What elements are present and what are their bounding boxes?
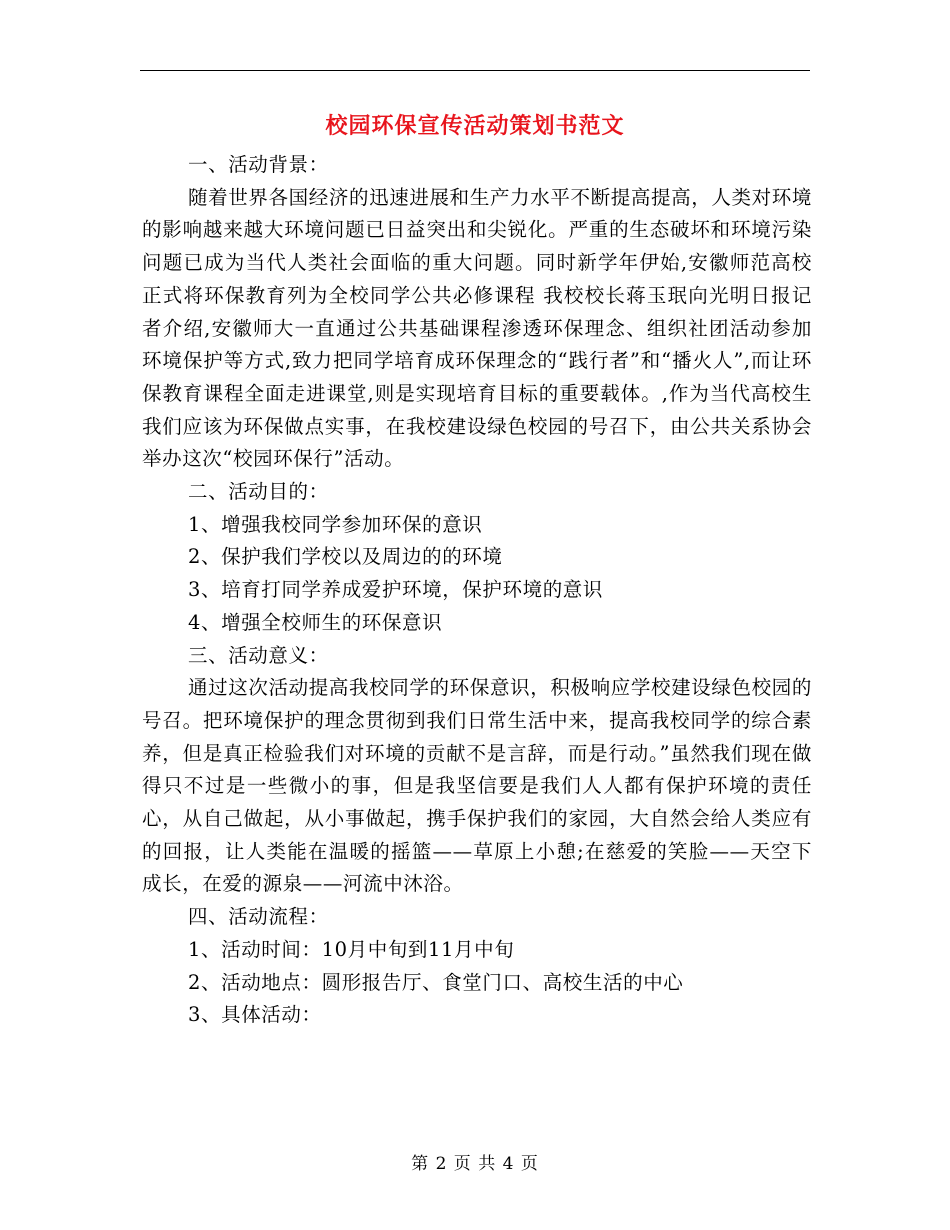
section-heading-purpose: 二、活动目的： <box>188 480 329 504</box>
section-heading-process: 四、活动流程： <box>188 905 329 929</box>
list-item: 2、活动地点：圆形报告厅、食堂门口、高校生活的中心 <box>188 970 684 994</box>
list-item: 4、增强全校师生的环保意识 <box>188 610 443 634</box>
paragraph-background: 随着世界各国经济的迅速进展和生产力水平不断提高提高，人类对环境的影响越来越大环境问题已日益突出和尖锐化。严重的生态破坏和环境污染问题已成为当代人类社会面临的重大问题。同时新学年伊始,安徽师范高校正式将环保教育列为全校同学公共必修课程 我校校长蒋玉珉向光明日报记者介绍,安徽师大一直通过公共基础课程渗透环保理念、组织社团活动参加环境保护等方式,致力把同学培育成环保理念的“践行者”和“播火人”,而让环保教育课程全面走进课堂,则是实现培育目标的重要载体。,作为当代高校生我们应该为环保做点实事，在我校建设绿色校园的号召下，由公共关系协会举办这次“校园环保行”活动。 <box>142 185 812 471</box>
section-heading-background: 一、活动背景： <box>188 153 329 176</box>
page-number: 第 2 页 共 4 页 <box>411 1154 539 1174</box>
paragraph-significance: 通过这次活动提高我校同学的环保意识，积极响应学校建设绿色校园的号召。把环境保护的理念贯彻到我们日常生活中来，提高我校同学的综合素养，但是真正检验我们对环境的贡献不是言辞，而是行动。”虽然我们现在做得只不过是一些微小的事，但是我坚信要是我们人人都有保护环境的责任心，从自己做起，从小事做起，携手保护我们的家园，大自然会给人类应有的回报，让人类能在温暖的摇篮——草原上小憩;在慈爱的笑脸——天空下成长，在爱的源泉——河流中沐浴。 <box>142 676 812 896</box>
document-title: 校园环保宣传活动策划书范文 <box>325 113 625 139</box>
list-item: 3、具体活动： <box>188 1003 322 1027</box>
section-heading-significance: 三、活动意义： <box>188 643 329 667</box>
list-item: 1、活动时间：10月中旬到11月中旬 <box>188 937 515 961</box>
document-body <box>142 149 812 1032</box>
list-item: 1、增强我校同学参加环保的意识 <box>188 512 483 536</box>
list-item: 2、保护我们学校以及周边的的环境 <box>188 545 503 569</box>
header-rule <box>140 70 810 71</box>
list-item: 3、培育打同学养成爱护环境，保护环境的意识 <box>188 578 604 602</box>
